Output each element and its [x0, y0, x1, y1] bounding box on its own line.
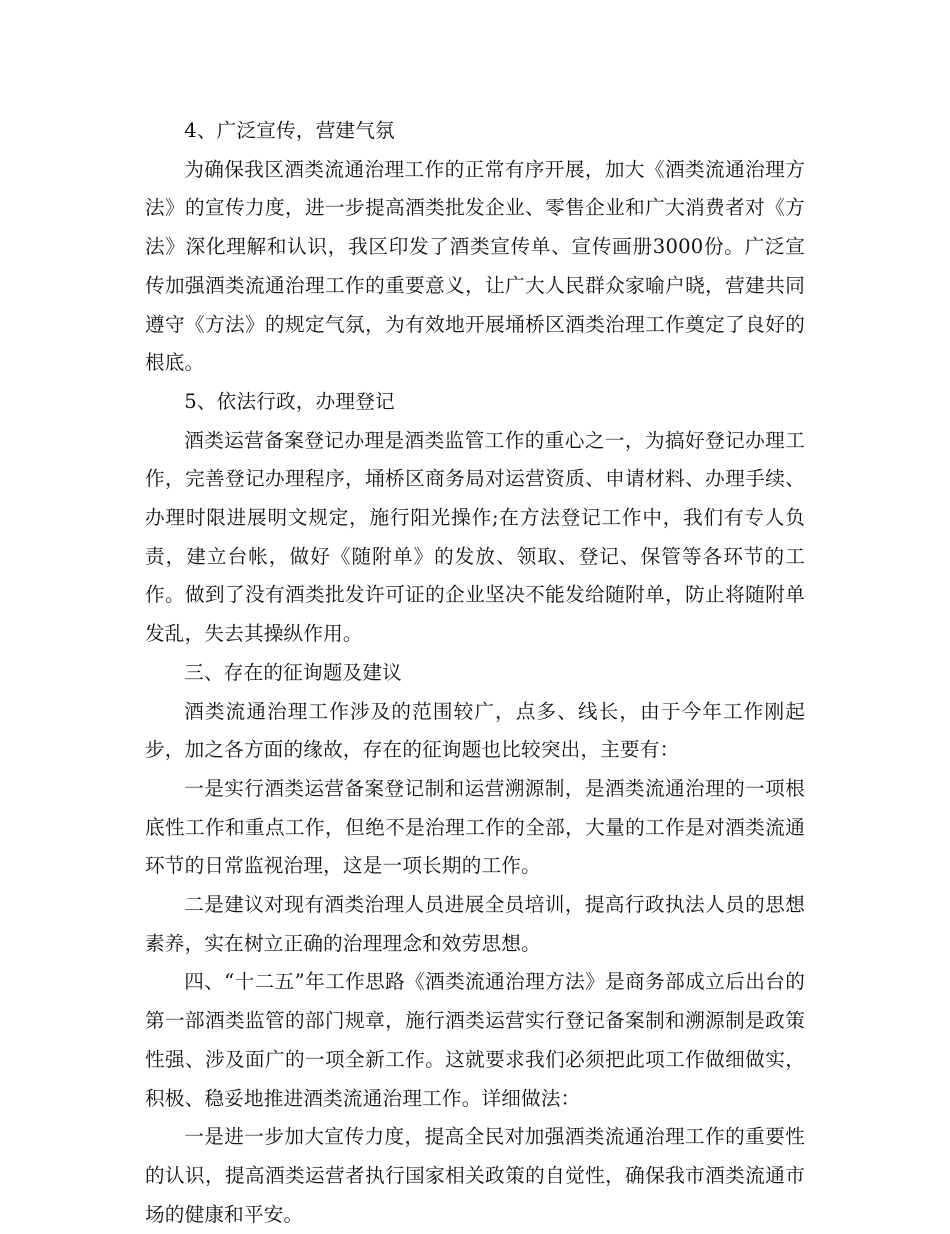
paragraph-problems-intro: 酒类流通治理工作涉及的范围较广，点多、线长，由于今年工作刚起步，加之各方面的缘故，存在的征询题也比较突出，主要有：: [145, 699, 805, 762]
section-heading-problems: 三、存在的征询题及建议: [184, 660, 402, 684]
paragraph-problem-one: 一是实行酒类运营备案登记制和运营溯源制，是酒类流通治理的一项根底性工作和重点工作，但绝不是治理工作的全部，大量的工作是对酒类流通环节的日常监视治理，这是一项长期的工作。: [145, 776, 805, 878]
paragraph-plan-one: 一是进一步加大宣传力度，提高全民对加强酒类流通治理工作的重要性的认识，提高酒类运营者执行国家相关政策的自觉性，确保我市酒类流通市场的健康和平安。: [145, 1125, 805, 1226]
document-body: [145, 112, 805, 1234]
paragraph-work-plan: 四、“十二五”年工作思路《酒类流通治理方法》是商务部成立后出台的第一部酒类监管的部门规章，施行酒类运营实行登记备案制和溯源制是政策性强、涉及面广的一项全新工作。这就要求我们必须把此项工作做细做实，积极、稳妥地推进酒类流通治理工作。详细做法：: [145, 970, 805, 1110]
section-heading-registration: 5、依法行政，办理登记: [184, 389, 395, 413]
paragraph-publicity: 为确保我区酒类流通治理工作的正常有序开展，加大《酒类流通治理方法》的宣传力度，进一步提高酒类批发企业、零售企业和广大消费者对《方法》深化理解和认识，我区印发了酒类宣传单、宣传画册3000份。广泛宣传加强酒类流通治理工作的重要意义，让广大人民群众家喻户晓，营建共同遵守《方法》的规定气氛，为有效地开展埇桥区酒类治理工作奠定了良好的根底。: [145, 157, 805, 375]
section-heading-publicity: 4、广泛宣传，营建气氛: [184, 119, 395, 142]
paragraph-problem-two: 二是建议对现有酒类治理人员进展全员培训，提高行政执法人员的思想素养，实在树立正确的治理理念和效劳思想。: [145, 893, 805, 955]
paragraph-registration: 酒类运营备案登记办理是酒类监管工作的重心之一，为搞好登记办理工作，完善登记办理程序，埇桥区商务局对运营资质、申请材料、办理手续、办理时限进展明文规定，施行阳光操作;在方法登记工作中，我们有专人负责，建立台帐，做好《随附单》的发放、领取、登记、保管等各环节的工作。做到了没有酒类批发许可证的企业坚决不能发给随附单，防止将随附单发乱，失去其操纵作用。: [145, 428, 805, 646]
